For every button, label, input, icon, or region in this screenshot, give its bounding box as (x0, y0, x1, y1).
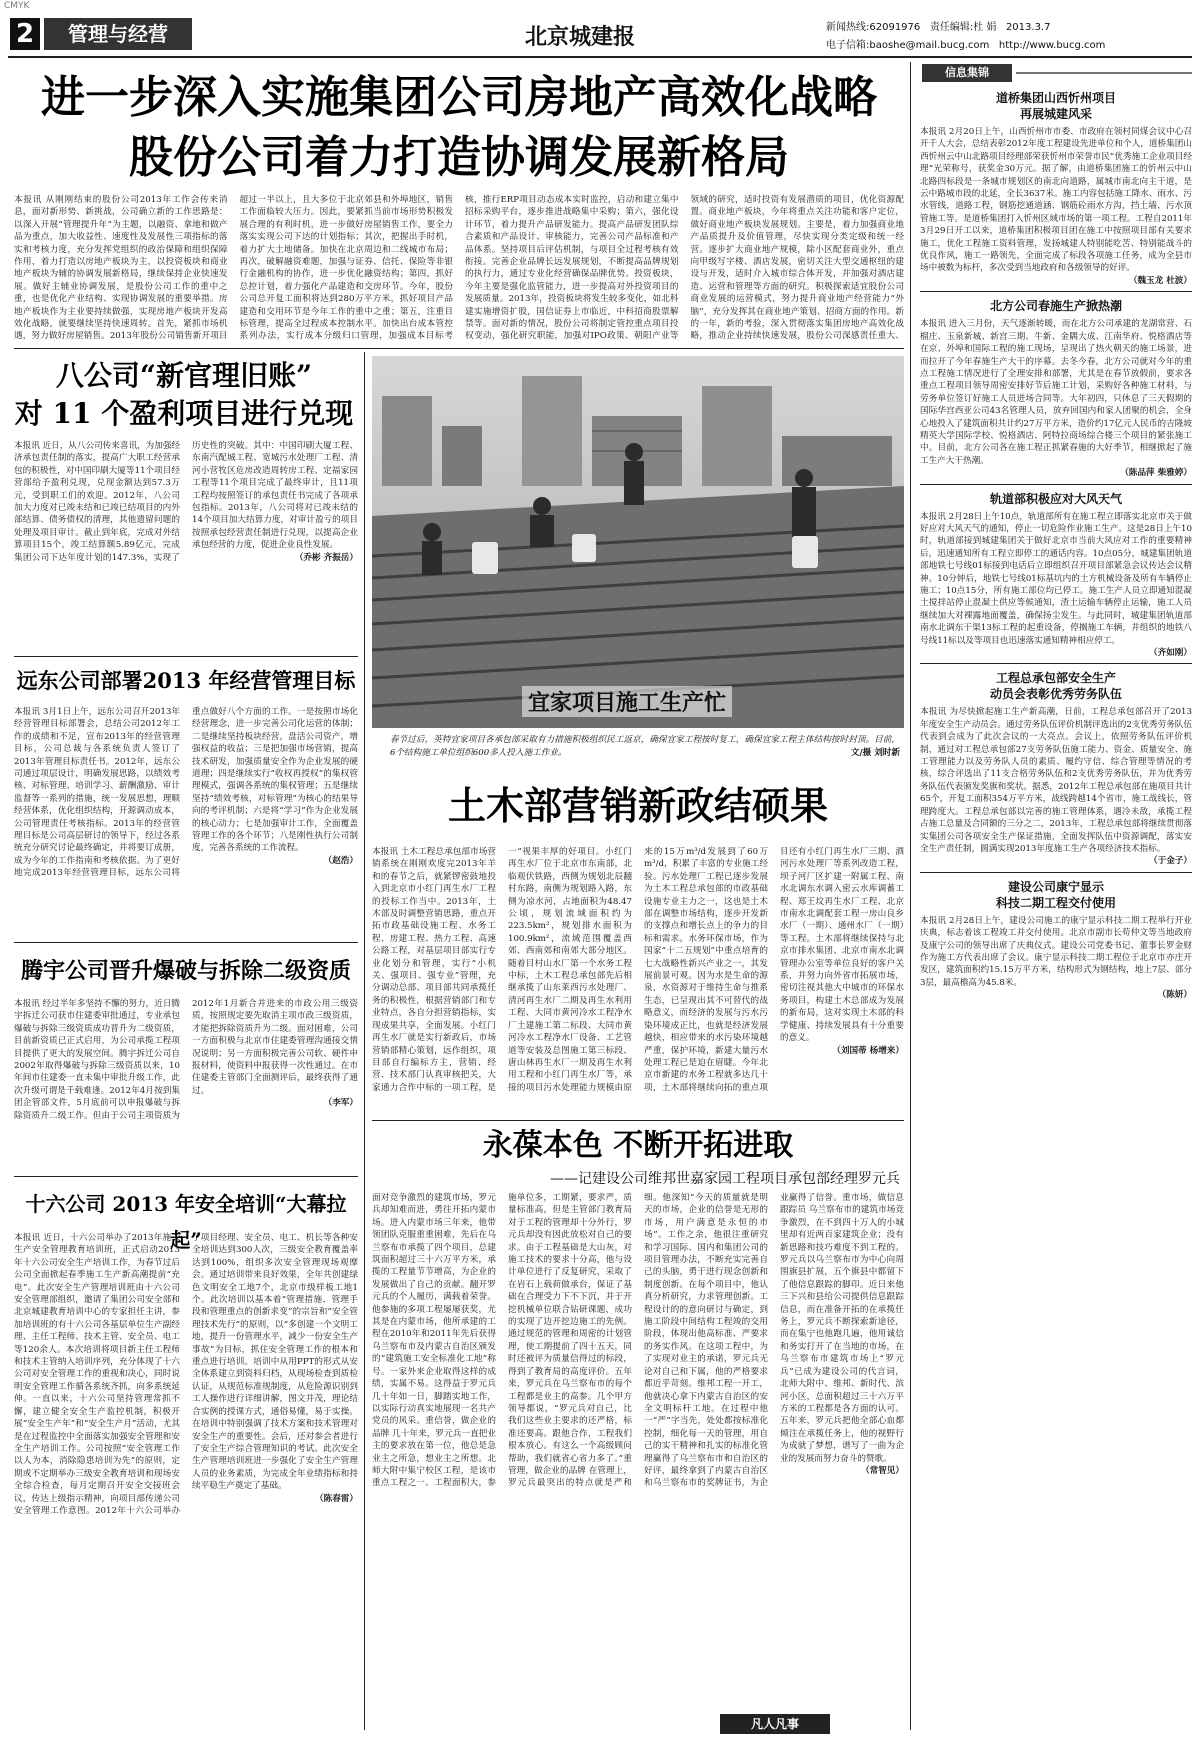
photo-overlay-caption: 宜家项目施工生产忙 (522, 686, 732, 717)
sidebar-item-body: 本报讯 进入三月份，天气逐渐转暖，而在北方公司承建的龙湖常营、石榴庄、玉泉新城、新宫三期、牛新、金隅大成、江南华府、悦格酒店等在京、外埠和国际工程的施工现场，呈现出了热火朝天的施工场景，进而拉开了今年春施生产大干的序幕。去冬今春，北方公司就对今年的重点工程施工情况进行了全理安排和部署，尤其是在春节放假前，要求各重点工程项目领导周密安排好节后施工计划，采购好各种施工材料，与劳务单位签订好施工人员进场合同等。大年初四，只休息了三天假期的国际华宫西亚公司43名管理人员，放弃回国内和家人团聚的机会，全身心地投入了建筑面积共计约27万平方米，造价约17亿元人民币的吉隆坡精英大学国际学校、悦格酒店、阿特拉商场综合楼三个项目的紧张施工中。目前，北方公司各在施工程正抓紧春施的大好季节，相继掀起了施工生产大干热潮。 (920, 319, 1192, 466)
sidebar-header (922, 64, 1192, 82)
tengyu-credit: （李军） (323, 1098, 358, 1109)
sidebar-item (920, 90, 1192, 287)
ba-credit: （乔彬 齐振岳） (294, 552, 358, 563)
rule-tumu (372, 1120, 904, 1121)
sidebar-item-credit: （陈妍） (1157, 990, 1192, 1001)
column-label (720, 1714, 830, 1734)
sidebar-item-title-line: 再展城建风采 (1019, 107, 1092, 121)
tengyu-headline: 腾宇公司晋升爆破与拆除二级资质 (20, 958, 351, 984)
photo-caption (390, 734, 900, 760)
sidebar-item-title-line: 科技二期工程交付使用 (995, 895, 1116, 910)
sidebar-item-title (920, 90, 1192, 122)
yongbao-text: 面对竞争激烈的建筑市场，罗元兵却知难而进，勇往开拓内蒙市场。进入内蒙市场三年来，他带领团队克服重重困难，先后在乌兰察布市承揽了四个项目，总建筑面积超过三十六万平方米，承揽的工程量节节增高，为企业的发展做出了自己的贡献。翻开罗元兵的个人履历，满载着荣誉。他参施的多项工程屡屡获奖，尤其是在内蒙市场，他所承建的工程在2010年和2011年先后获得乌兰察布市及内蒙古自治区颁发的“建筑施工安全标准化工地”称号。一家外来企业取得这样的成绩，实属不易。这得益于罗元兵几十年如一日，脚踏实地工作，以实际行动真实地展现一名共产党员的风采。重信誉，做企业的品牌 几十年来，罗元兵一直把业主的要求放在第一位，他总是急业主之所急，想业主之所想。北师大附中集宁校区工程，是该市重点工程之一。工程面积大，参施单位多，工期紧，要求严，质量标准高，但是主管部门教育局对于工程的管理却十分外行，罗元兵却没有因此放松对自己的要求。由于工程基础是大山灰，对施工技术的要求十分高，他与设计单位进行了反复研究，采取了在岩石上载荷做承台，保证了基础在合理受力下不下沉，并于开挖机械单位联合钻研课题，成功的实现了边开挖边施工的先例。通过规范的管理和周密的计划管理，使工期提前了四十五天，同时还被评为质量信得过的标段，得到了教育局的高度评价。五年来，罗元兵在乌兰察布市的每个工程都是业主的高参。几个甲方领导都说，“罗元兵对自己，比我们这些业主要求的还严格，标准还要高。跟他合作，工程我们根本放心。有这么一个高级顾问帮助，我们就省心省力多了。”重管理，做企业的品牌 在管理上，罗元兵最突出的特点就是严和细。他深知“今天的质量就是明天的市场，企业的信誉是无形的市场，用户满意是永恒的市场”。工作之余，他很注重研究和学习国际、国内和集团公司的项目管理办法，不断充实完善自己的头脑，勇于进行现念创新和制度创新。在每个项目中，他认真分析研究，力求管理创新。工程设计的的意向研讨与确定，到施工阶段中间结构工程竣的交用阶段，体现出他高标准、严要求的务实作风。在这项工程中，为了实现对业主的承诺，罗元兵无论对自己和下属，他的严格要求都近乎苛刻。维邦工程一开工，他就决心拿下内蒙古自治区的安全文明标杆工地。在过程中他一“严”字当先，处处都按标准化控制，细化每一天的管理，用自己的实干精神和扎实的标准化管理赢得了乌兰察布市和自治区的好评，最终拿到了内蒙古自治区和乌兰察布市的奖牌证书，为企业赢得了信誉。重市场，做信息跟踪员 乌兰察布市的建筑市场竞争激烈，在不到四十万人的小城里却有近两百家建筑企业；没有新思路和技巧难度不到工程的。罗元兵以乌兰察布市为中心向周围旗县扩展，五个旗县中都留下了他信息跟踪的脚印。近日来他三下兴和县给公司提供信息跟踪信息，而在准备开拓的在承揽任务上，罗元兵不断探索新途径，而在集宁也他跑几遍，他用诚信和务实打开了在当地的市场，在乌兰察布市建筑市场上“罗元兵”已成为建设公司的代言词，北师大附中、维邦、新时代、滨河小区，总面积超过三十六万平方米的工程都是各方面的认可。五年来，罗元兵把他全部心血都倾注在承揽任务上，他的视野行为成就了梦想，谱写了一曲为企业的发展而努力奋斗的赞歌。 (372, 1193, 904, 1489)
ba-headline-1: 八公司“新官理旧账” (55, 359, 313, 392)
shiliu-text: 本报讯 近日，十六公司举办了2013年施工生产安全管理教育培训班，正式启动2013年十六公司安全生产培训工作，为春节过后公司全面掀起春季施工生产新高潮提前“充电”。此次安全生产管理培训班由十六公司安全管理部组织，邀请了集团公司安全部和北京城建教育培训中心的专家担任主讲，参加培训班的有十六公司各基层单位生产副经理、主任工程师、技术主管、安全员、电工等120余人。本次培训将项目新主任工程师和技术主管纳入培训序列，充分体现了十六公司对安全管理工作的重视和决心，同时说明安全管理工作循各系统齐抓，向多系统延伸。一直以来，十六公司坚持管理常抓不懈，建立健全安全生产监控机制，积极开展“安全生产年”和“安全生产月”活动，尤其是在过程监控中全面落实加强安全管理和安全生产培训工作。公司按照“安全管理工作以人为本，消除隐患培训为先”的原则，定期或不定期举办三级安全教育培训和现场安全综合检查，每月定期召开安全交接班会议，传达上级指示精神，向项目部传递公司安全管理工作意图。2012年十六公司举办了项目经理、安全员、电工、机长等各种安全培训达到300人次，三级安全教育覆盖率达到100%，组织多次安全管理现场观摩会。通过培训带来良好效果，全年共创建绿色文明安全工地7个，北京市级样板工地1个。此次培训以基本着“管理措施、管理手段和管理重点的创新求变”的宗旨和“安全管理技术先行”的原则，以“多创建一个文明工地，提升一份管理水平，减少一份安全生产事故”为目标，抓住安全管理工作的根本和重点进行培训。培训中从用PPT的形式从安全体系建立到资料归档，从现场检查到质检认证，从规范标准规制度，从危险源识别到工人操作进行详细讲解，图文并茂，理论结合实例的授课方式，通俗易懂，易于实操。在培训中特别强调了技术方案和技术管理对安全生产的重要性。会后，还对参会者进行了安全生产综合管理知识的考试。此次安全生产管理培训班进一步强化了安全生产管理人员的业务素质，为完成全年业绩指标和持续平稳生产奠定了基础。 (14, 1233, 358, 1516)
sidebar-header-rule (1016, 72, 1192, 74)
shiliu-credit: （陈春雷） (315, 1493, 358, 1504)
tumu-text: 本报讯 土木工程总承包部市场营销系统在刚刚欢度完2013年羊和的春节之后，就紧锣密鼓地投入到北京市小红门再生水厂工程的投标工作当中。2013年，土木部及时调整营销思路，重点开拓市政基础设施工程、水务工程、房建工程、热力工程、高速公路工程，对基层项目部实行专业化划分和管理，实行“小机关、强项目、强专业”管理，充分调动总部、项目部共同承揽任务的积极性，根据营销部门和专业特点，各自分担营销指标，实现成果共享，全面发展。小红门再生水厂就是实行新政后，市场营销部精心策划，远作组织，项目部自行编标方主，营销、经营、技术部门认真审核把关，大家通力合作中标的一项工程，是一“视果丰厚的好项目。小红门再生水厂位于北京市东南部，北临观伏铁路，西侧为规划北辰翻村东路，南侧为规划路入路，东侧为凉水河，占地面积为48.47公顷，规划流域面积约为223.5km²，规划排水面积为100.9km²，流域范围覆盖西郊、西南郊和南郊大部分地区。随着目村山水厂第一个水务工程中标，土木工程总承包部先后相继承揽了山东莱西污水处理厂、清河再生水厂二期及再生水利用工程、大同市黄河冷水工程净水厂土建施工第二标段、大同市黄河冷水工程净水厂设备、工艺管道等安装及总图施工第三标段、唐山林再生水厂一期及再生水利用工程和小红门再生水厂等，承接的项目污水处理能力规模由原来的15万m³/d发展到了60万m³/d，积累了丰富的专业施工经验。污水处理厂工程已逐步发展为土木工程总承包部的市政基础设施专业主力之一，这也是土木部在调整市场结构，逐步开发新的支撑点和增长点上的争力的目标和需求。水务环保市场，作为国家“十二五规划”中重点培育的七大战略性新兴产业之一，其发展前景可观。因为水是生命的源泉，水资源对于维持生命与推系生态，已呈现出其不可替代的战略意义，而经济的发展与污水污染环境成正比，也就是经济发展越快，相应带来的水污染环境越严重，保护环境，新建大量污水处理工程已是迫在眉睫。今年北京市新建的水务工程就多达几十项，土木部将继续向拓的重点项目还有小红门再生水厂三期、酒河污水处理厂等系列改造工程，坝子河厂区扩建一附属工程、南水北调东水调入密云水库调蓄工程、郑王坟再生水厂工程、北京市南水北调配套工程一房山良乡水厂（一期）、通州水厂（一期）等工程。土木部将继续保持与北京市排水集团、北京市南水北调管理办公室等单位良好的客户关系，并努力向外省市拓展市场，密切注视其他大中城市的环保水务项目，构建土木总部成为发展的新布局，这对实现土木部的科学健康、持续发展具有十分重要的意义。 (372, 847, 904, 1093)
rule-ba (14, 656, 358, 657)
sidebar-item-text (920, 126, 1192, 287)
ba-article-body (14, 440, 358, 652)
sidebar-item-title (920, 298, 1192, 314)
sidebar-item-title-line: 动员会表彰优秀劳务队伍 (989, 687, 1122, 702)
sidebar-item-body: 本报讯 2月28日上午，建设公司施工的康宁显示科技二期工程举行开业庆典，标志着该工程竣工并交付使用。北京市副市长苟仲文等当地政府及康宁公司的领导出席了庆典仪式。建设公司党委书记、董事长罗金财作为施工方代表出席了会议。康宁显示科技二期工程位于北京市亦庄开发区，建筑面积约15.15万平方米，结构形式为钢结构，地上7层、部分3层，最高檐高为45.8米。 (920, 915, 1192, 988)
sidebar-item-title-line: 道桥集团山西忻州项目 (995, 91, 1116, 105)
construction-photo (372, 356, 904, 728)
sidebar-item-title-line: 轨道部积极应对大风天气 (989, 491, 1122, 506)
yuandong-credit: （赵浩） (323, 855, 358, 866)
column-label-text: 凡人凡事 (750, 1717, 799, 1731)
ba-headline-2: 对 11 个盈利项目进行兑现 (14, 397, 354, 430)
sidebar-item-body: 本报讯 2月20日上午，山西忻州市市委、市政府在领村同煤会议中心召开千人大会，总结表彰2012年度工程建设先进单位和个人，道桥集团山西忻州云中山北路项目经理部荣获忻州市荣誉市民“优秀施工企业项目经理”光荣称号，获奖金30万元。据了解，由道桥集团施工的忻州云中山北路四标段是一条城市规划区的南北向道路，属城市南北向主干道，是云中路城市段的北延，全长3637米。施工内容包括施工降水、雨水、污水管线，道路工程，钢筋挖通道涵、钢筋砼雨水方沟，挡土墙、污水顶管施工等。是道桥集团打入忻州区域市场的第一项工程。工程自2011年3月29日开工以来，道桥集团积极项目团在施工中按照项目部有关要求施工，优化工程施工资料管理，发扬城建人特别能吃苦、特别能战斗的优良作风，施工一路领先，全面完成了标段各项施工任务，成为全县市场中被数为标杆，多次受到当地政府和各级领导的好评。 (920, 127, 1192, 274)
sidebar-item-title (920, 879, 1192, 911)
sidebar-item-credit: （齐如刚） (1149, 648, 1192, 659)
sidebar-item-text (920, 915, 1192, 1002)
tumu-credit: （刘国蒂 杨增来） (832, 1045, 904, 1056)
rule-yuandong (14, 942, 358, 943)
sidebar-divider (920, 291, 1192, 292)
sidebar-item (920, 670, 1192, 867)
lead-headline-2: 股份公司着力打造协调发展新格局 (129, 132, 789, 183)
rule-below-lead (14, 348, 904, 349)
print-code: CMYK (4, 1, 30, 11)
shiliu-article-body (14, 1232, 358, 1730)
sidebar-item-title-line: 工程总承包部安全生产 (995, 671, 1116, 686)
sidebar-item (920, 491, 1192, 660)
yuandong-text: 本报讯 3月1日上午，远东公司召开2013年经营管理目标部署会，总结公司2012年工作的成绩和不足，宣布2013年的经营管理目标，公司总裁与各系统负责人签订了2013年管理目标责任书。2012年，远东公司通过项层设计，明确发展思路，以绩效考核、对标管理、培训学习、薪酬激励、审计监督等一系列的措施，统一发展思想，理顺经营体系，优化组织结构，开源调动成本，公司管理责任考核指标。2013年的经营管理目标是公司高层研讨的领导下，经过各系统充分研究讨论最终确定，并将要订成册，成为今年的工作指南和考核依据。为了更好地完成2013年经营管理目标，远东公司将重点做好八个方面的工作。一是按照市场化经营理念，进一步完善公司化运营的体制；二是继续坚持板块经营，盘活公司资产，增强权益的收益；三是把加强市场营销，提高技术研发，加强质量安全作为企业发展的硬道理；四是继续实行“收权再授权”的集权管理模式，强调各系统的集权管理；五是继续坚持“绩效考核，对标管理”为核心的结果导向的考评机制；六是将“学习”作为企业发展的核心动力；七是加强审计工作，全面覆盖管理工作的各个环节；八是刚性执行公司制度，完善各系统的工作流程。 (14, 707, 358, 879)
issue-date: 2013.3.7 (1005, 22, 1051, 33)
yuandong-headline: 远东公司部署2013 年经营管理目标 (16, 668, 356, 693)
lead-headline-1: 进一步深入实施集团公司房地产高效化战略 (41, 72, 877, 123)
tengyu-article-body (14, 998, 358, 1172)
sidebar-item-credit: （魏玉龙 杜波） (1128, 275, 1192, 286)
sidebar-item-credit: （于金子） (1149, 856, 1192, 867)
hotline-row (826, 18, 1050, 33)
sidebar-item-title-line: 建设公司康宁显示 (1007, 879, 1104, 894)
page-number: 2 (15, 19, 35, 49)
rule-tengyu (14, 1176, 358, 1177)
tumu-article-body (372, 846, 904, 1116)
photo-illustration (372, 356, 904, 728)
yongbao-article-body (372, 1192, 904, 1712)
hotline: 新闻热线:62091976 (826, 22, 921, 33)
photo-caption-text: 春节过后，英特宜家项目各承包部采取有力措施积极组织民工返京，确保宜家工程按时复工，确保宜家工程主体结构按时封顶。目前，6个结构施工单位组织600多人投入施工作业。 (390, 735, 900, 758)
tengyu-text: 本报讯 经过半年多坚持不懈的努力，近日腾宇拆迁公司获市住建委审批通过，专业承包爆破与拆除三级资质成功晋升为二级资质，目前新资质已正式启用，为公司承揽工程项目提供了更大的发展空间。腾宇拆迁公司自2002年取得爆破与拆除三级资质以来，10年间市住建委一直未集中审批升级工作，此次升级可谓是千载难逢。2012年4月按到集团企管部文件，5月底前可以申报爆破与拆除资质升二级工作。但由于公司主项资质为2012年1月新合并进来的市政公用三级资质，按照规定要先取消主项市政三级资质，才能把拆除资质升为二级。面对困难，公司一方面积极与北京市住建委管理沟通接交情况说明；另一方面积极完善公司软、硬件申报材料，使资料申报获得一次性通过。在市住建委主管部门全面测评后，最终获得了通过。 (14, 999, 358, 1121)
email-row (826, 36, 1105, 51)
sidebar-item-title (920, 670, 1192, 702)
sidebar-item-text (920, 511, 1192, 660)
left-column-rule (364, 352, 365, 1730)
yongbao-subtitle: ——记建设公司维邦世嘉家园工程项目承包部经理罗元兵 (550, 1171, 900, 1187)
paper-name: 北京城建报 (524, 24, 635, 50)
sidebar-item-title-line: 北方公司春施生产掀热潮 (989, 299, 1122, 314)
editor: 责任编辑:杜 娟 (929, 22, 997, 33)
lead-article-body (14, 194, 904, 344)
header-rule (8, 56, 1192, 58)
section-box (44, 18, 192, 50)
sidebar-divider (920, 872, 1192, 873)
yuandong-article-body (14, 706, 358, 938)
sidebar-item-text (920, 706, 1192, 867)
section-name: 管理与经营 (68, 22, 168, 46)
tumu-headline: 土木部营销新政结硕果 (447, 783, 828, 828)
sidebar-divider (920, 484, 1192, 485)
yongbao-credit: （常智见） (861, 1465, 904, 1476)
sidebar-header-label: 信息集锦 (922, 64, 1012, 82)
lead-text: 本报讯 从刚刚结束的股份公司2013年工作会传来消息，面对新形势、新挑战，公司确立新的工作思路是：以深入开展“管理提升年”为主题，以融资、拿地和做产品为重点，加大收益性、速度性及发展性三项指标的落实和考核力度，充分发挥党组织的政治保障和组织保障作用，着力打造以房地产板块为主，以投资板块和商业地产板块为辅的协调发展新格局，继续保持企业快速发展。做好主辅业协调发展，是股份公司工作的重中之重，也是优化产业结构、实现协调发展的重要举措。房地产板块作为主业要持续做强，实现房地产板块开发高效化战略，就要继续坚持快速周转。首先，紧抓市场机遇，努力做好房屋销售。2013年股份公司销售新开项目超过一半以上，且大多位于北京郊县和外埠地区，销售工作面临较大压力。因此，要紧抓当前市场形势积极发展合理的有利时机，进一步做好房屋销售工作，要全力落实实现公司下达的计划指标；其次，把握出手时机，着力扩大土地储备。加快在北京周边和二线城市布局；再次，破解融资难题，加强与证券、信托、保险等非银行金融机构的协作，进一步优化融资结构；第四，抓好总控计划，着力强化产品建造和交房环节。今年，股份公司总开复工面积将达到280万平方米，抓好项目产品建造和交用环节是今年工作的重中之重；第五，注重目标管理，提高全过程成本控制水平。加快出台成本管控系列办法，实行成本分级归口管理，加强成本目标考核，推行ERP项目动态成本实时监控，启动和建立集中招标采购平台，逐步推进战略集中采购；第六，强化设计环节，着力提升产品研发能力。提高产品研发团队综合素质和产品设计、审核能力，完善公司产品标准和产品体系。坚持项目后评估机制，与项目全过程考核有效衔接。完善企业品牌长远发展规划，不断提高品牌规划的执行力，通过专业化经营确保品牌优势。投资板块，今年主要是强化监管能力，进一步提高对外投资项目的发展质量。2013年，投资板块将发生较多变化，如北科建实施增资扩股，国信证券上市临近，中科招商股票解禁等。面对新的情况，股份公司将制定管控重点项目投权变动，强化研究职能，加强对IPO政策、朝阳产业等领域的研究，适时投资有发展潜质的项目，优化资源配置。商业地产板块，今年将重点关注功能和客户定位，做好商业地产板块发展规划。主要是，着力加强商业地产品质提升及价值管理，尽快实现分类定级和统一经营。逐步扩大商业地产规模，除小区配套商业外，重点向甲级写字楼、酒店发展，密切关注大型交通枢纽的建设与开发，适时介入城市综合体开发，并加强对酒店建造、运营和管理等方面的研究。积极探索适宜股份公司商业发展的运营模式，努力提升商业地产经营能力“外脑”，充分发挥其在商业地产策划、招商方面的作用。新的一年，新的考验，深入贯彻落实集团房地产高效化战略，推动企业持续快速发展，股份公司深感责任重大、 (14, 195, 904, 342)
yongbao-headline: 永葆本色 不断开拓进取 (482, 1128, 794, 1163)
email: 电子信箱:baoshe@mail.bucg.com (826, 40, 990, 51)
sidebar-item (920, 879, 1192, 1002)
sidebar-item-body: 本报讯 为尽快掀起施工生产新高潮，日前，工程总承包部召开了2013年度安全生产动员会。通过劳务队伍评价机制评选出的2支优秀劳务队伍代表到会成为了此次会议的一大亮点。会议上，依照劳务队伍评价机制，通过对工程总承包部27支劳务队伍施工能力、资金、质量安全、施工管理能力以及劳务队人员的素质、履约守信、综合管理等情况的考核，综合评选出了11支合格劳务队伍和2支优秀劳务队伍，并为优秀劳务队伍代表颁发奖旗和奖状。据悉，2012年工程总承包部在施项目共计65个，开复工面积354万平方米，战线跨越14个省市，施工战线长，管理跨度大。工程总承包部以完善的施工管理体系，遇冷未敌，承揽工程占施工总量及合同额的三分之二，2013年，工程总承包部将继续贯彻落实集团公司各项安全生产保证措施，全面发挥队伍中资源调配，落实安全生产责任制，圆满实现2013年度施工生产各项经济技术指标。 (920, 707, 1192, 854)
sidebar-item (920, 298, 1192, 479)
sidebar-column (920, 84, 1192, 1730)
sidebar-item-text (920, 318, 1192, 479)
ba-text: 本报讯 近日，从八公司传来喜讯，为加强经济承包责任制的落实，提高广大职工经营承包的积极性，对中国印刷大厦等11个项目经营部给予盈利兑现，兑现金额达到57.3万元，受到职工们的欢迎。2012年，八公司加大力度对已竣未结和已竣已结项目的内外部结算、债务债权的清理，其他遗留问题的处理及项目审计。截止到年底，完成对外结算项目15个，竣工结算额5.89亿元，完成集团公司下达年度计划的147.3%，实现了历史性的突破。其中：中国印刷大厦工程、东南汽配城工程、宽城污水处理厂工程、清河小营牧区危房改造周转房工程、定福家园工程等11个项目完成了最终审计，且11项工程均按照签订的承包责任书完成了各项承包指标。2013年，八公司将对已竣未结的14个项目加大结算力度，对审计盈亏的项目按照承包经营责任制进行兑现，以提高企业承包经营的力度，促进企业良性发展。 (14, 441, 358, 563)
sidebar-rule (910, 62, 911, 1730)
photo-credit: 文/摄 刘时新 (850, 748, 900, 758)
shiliu-headline: 十六公司 2013 年安全培训“大幕拉起” (25, 1192, 347, 1252)
page-number-box (10, 18, 40, 50)
website: http://www.bucg.com (998, 40, 1106, 51)
masthead (0, 14, 1200, 58)
sidebar-item-credit: （陈品萍 柴雅婷） (1120, 468, 1192, 479)
sidebar-divider (920, 663, 1192, 664)
sidebar-item-body: 本报讯 2月28日上午10点，轨道部所有在施工程立即落实北京市关于做好应对大风天气的通知，停止一切危险作业施工生产。这是28日上午10时，轨道部接到城建集团关于做好北京市当前大风应对工作的重要精神后，迅速通知所有工程立即停工的通话内容。10点05分，城建集团轨道部地铁七号线01标接到电话后立即组织召开项目部紧急会议传达会议精神。10分钟后，地铁七号线01标基坑内的土方机械设备及所有车辆停止施工；10点15分，所有施工部位均已停工。施工生产人员立即通知混凝土搅拌站停止混凝土供应等候通知，渣土运输车辆停止运输，施工人员继续加大对裸露地面覆盖，确保扬尘发生。与此同时，城建集团轨道部南水北调东干渠13标工程的起重设备，停搁施工车辆，并组织的地铁八号线11标以及等项目也迅速落实通知精神相应停工。 (920, 511, 1192, 646)
sidebar-item-title (920, 491, 1192, 507)
